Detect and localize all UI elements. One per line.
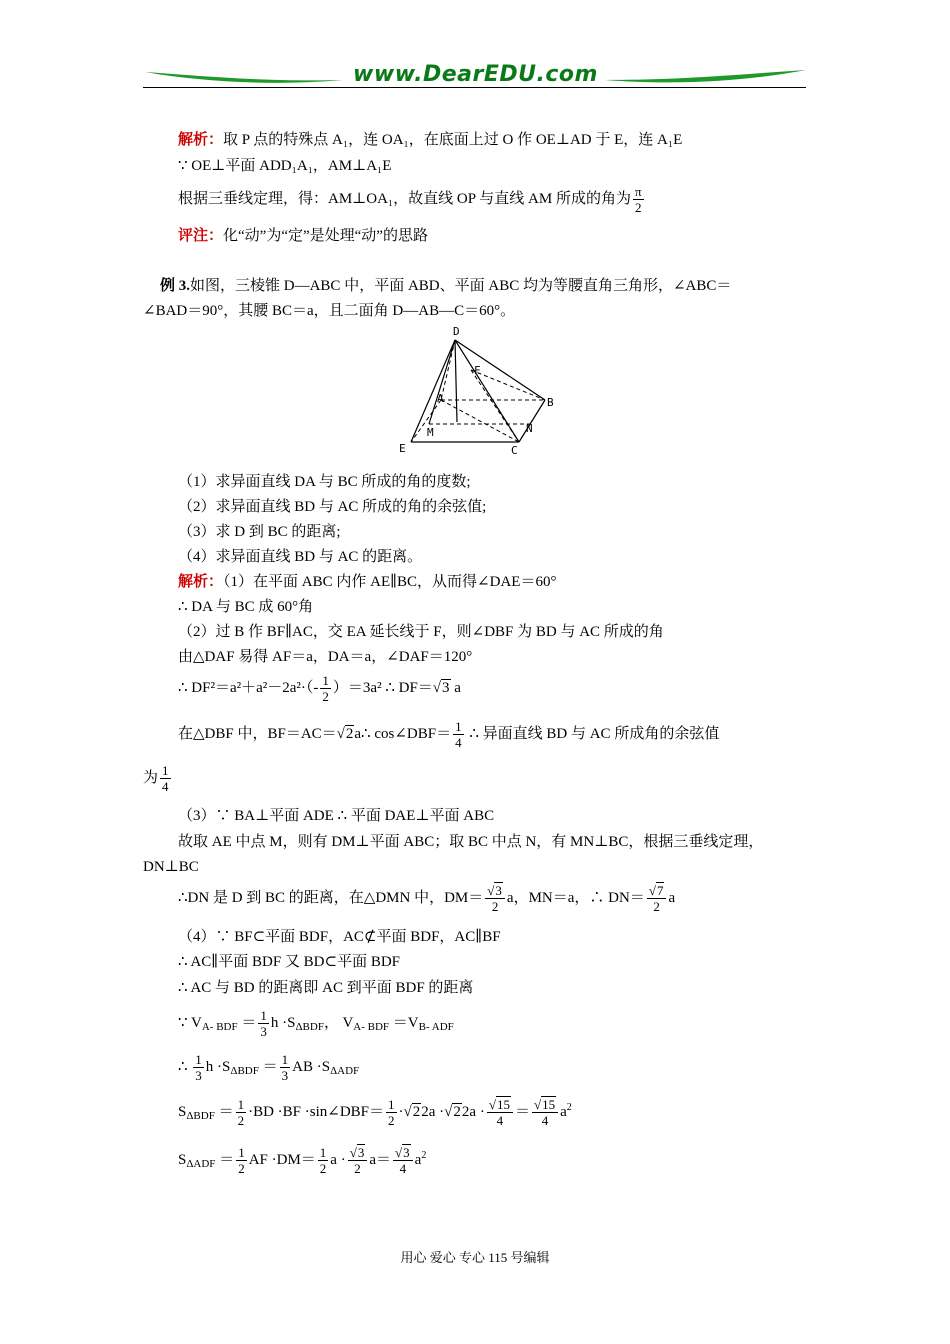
right-swoosh-decoration — [603, 64, 808, 86]
solution-s7: 为 $\frac{1}{4}$ — [143, 763, 169, 795]
solution1-line2: ∵ OE⊥平面 ADD₁A₁，AM⊥A₁E — [178, 158, 392, 174]
solution-s14: ∴ AC 与 BD 的距离即 AC 到平面 BDF 的距离 — [178, 980, 474, 996]
fraction-one-third: $\frac{1}{3}$ — [260, 1008, 267, 1040]
formula-equal-volumes: ∴ $\frac{1}{3}$ $h \cdot S_{\Delta BDF}$ ＝ $\frac{1}{3}$ AB $\cdot S_{\Delta ADF}$ — [178, 1052, 360, 1084]
fraction-one-half: $\frac{1}{2}$ — [322, 673, 329, 705]
site-logo: www.DearEDU.com — [353, 62, 598, 87]
example3-label: 例 3. — [160, 278, 191, 294]
page-header — [143, 60, 806, 92]
question-3: （3）求 D 到 BC 的距离; — [178, 524, 341, 540]
left-swoosh-decoration — [143, 64, 348, 86]
solution1-label: 解析： — [178, 132, 224, 148]
example3-line1 — [160, 276, 731, 296]
formula-area-adf: $S_{\Delta ADF}$ ＝ $\frac{1}{2}$ AF ·DM＝ $\frac{1}{2}$ a · $\frac{√3}{2}$ a＝ $\frac{√3}{4}$ $a^2$ — [178, 1145, 427, 1177]
solution-s8: （3）∵ BA⊥平面 ADE ∴ 平面 DAE⊥平面 ABC — [178, 808, 495, 824]
label-C: C — [511, 444, 518, 457]
solution-s3: （2）过 B 作 BF∥AC，交 EA 延长线于 F，则∠DBF 为 BD 与 AC 所成的角 — [178, 624, 664, 640]
question-4: （4）求异面直线 BD 与 AC 的距离。 — [178, 549, 423, 565]
label-E: E — [399, 442, 406, 455]
solution-step1 — [178, 572, 556, 592]
label-B: B — [547, 396, 554, 409]
solution-s12: （4）∵ BF⊂平面 BDF，AC⊄平面 BDF，AC∥BF — [178, 929, 501, 945]
formula-area-bdf: $S_{\Delta BDF}$ ＝ $\frac{1}{2}$ ·BD ·BF ·sin∠DBF＝ $\frac{1}{2}$ ·√22a ·√22a · $\frac{√15}{4}$ ＝ $\frac{√15}{4}$ $a^2$ — [178, 1097, 572, 1129]
example3-line2: ∠BAD＝90°，其腰 BC＝a，且二面角 D—AB—C＝60°。 — [143, 303, 516, 319]
fraction-sqrt3-over-2: $\frac{√3}{2}$ — [485, 883, 505, 914]
page-footer: 用心 爱心 专心 115 号编辑 — [400, 1250, 550, 1265]
solution-s6: 在△DBF 中，BF＝AC＝√2a∴ cos∠DBF＝ $\frac{1}{4}$ ∴ 异面直线 BD 与 AC 所成角的余弦值 — [178, 716, 719, 752]
header-rule — [143, 87, 806, 88]
solution-s13: ∴ AC∥平面 BDF 又 BD⊂平面 BDF — [178, 954, 400, 970]
fraction-pi-over-2: $\frac{\pi}{2}$ — [634, 184, 642, 216]
comment-label: 评注： — [178, 228, 224, 244]
solution1-text1: 取 P 点的特殊点 A₁，连 OA₁，在底面上过 O 作 OE⊥AD 于 E，连 A₁E — [223, 132, 683, 148]
label-A: A — [437, 392, 444, 405]
solution-s2: ∴ DA 与 BC 成 60°角 — [178, 599, 314, 615]
comment-line — [178, 226, 428, 246]
tetrahedron-figure — [393, 322, 565, 458]
solution-s5: ∴ DF²＝a²＋a²－2a²·（- $\frac{1}{2}$ ）＝3a² ∴ DF＝√3 a — [178, 670, 461, 706]
comment-text: 化“动”为“定”是处理“动”的思路 — [223, 228, 428, 244]
solution-s1: （1）在平面 ABC 内作 AE∥BC，从而得∠DAE＝60° — [223, 574, 557, 590]
fraction-one-quarter: $\frac{1}{4}$ — [455, 719, 462, 751]
solution-label: 解析： — [178, 574, 224, 590]
sqrt-3: √3 — [432, 680, 450, 696]
solution-s11: ∴DN 是 D 到 BC 的距离，在△DMN 中，DM＝ $\frac{√3}{2}$ a，MN＝a，∴ DN＝ $\frac{√7}{2}$ a — [178, 883, 676, 915]
solution-s10: DN⊥BC — [143, 859, 199, 875]
label-M: M — [427, 426, 434, 439]
label-D: D — [453, 325, 460, 338]
solution1-text3: 根据三垂线定理，得：AM⊥OA₁，故直线 OP 与直线 AM 所成的角为 — [178, 191, 631, 207]
solution-s9: 故取 AE 中点 M，则有 DM⊥平面 ABC；取 BC 中点 N，有 MN⊥BC，根据三垂线定理， — [178, 834, 764, 850]
question-1: （1）求异面直线 DA 与 BC 所成的角的度数; — [178, 474, 471, 490]
solution-s4: 由△DAF 易得 AF＝a，DA＝a，∠DAF＝120° — [178, 649, 473, 665]
solution1-line3 — [178, 182, 646, 216]
solution1-line1 — [178, 130, 682, 150]
label-N: N — [526, 422, 533, 435]
sqrt-2: √2 — [336, 726, 354, 742]
fraction-one-quarter-2: $\frac{1}{4}$ — [162, 763, 169, 795]
label-F: F — [474, 364, 481, 377]
formula-volume: ∵ $V_{A- BDF}$ ＝ $\frac{1}{3}$ $h \cdot S_{\Delta BDF}$， $V_{A- BDF} =V_{B- ADF}$ — [178, 1008, 454, 1040]
example3-text1: 如图，三棱锥 D—ABC 中，平面 ABD、平面 ABC 均为等腰直角三角形，∠ABC＝ — [190, 278, 732, 294]
question-2: （2）求异面直线 BD 与 AC 所成的角的余弦值; — [178, 499, 487, 515]
fraction-sqrt7-over-2: $\frac{√7}{2}$ — [647, 883, 667, 914]
